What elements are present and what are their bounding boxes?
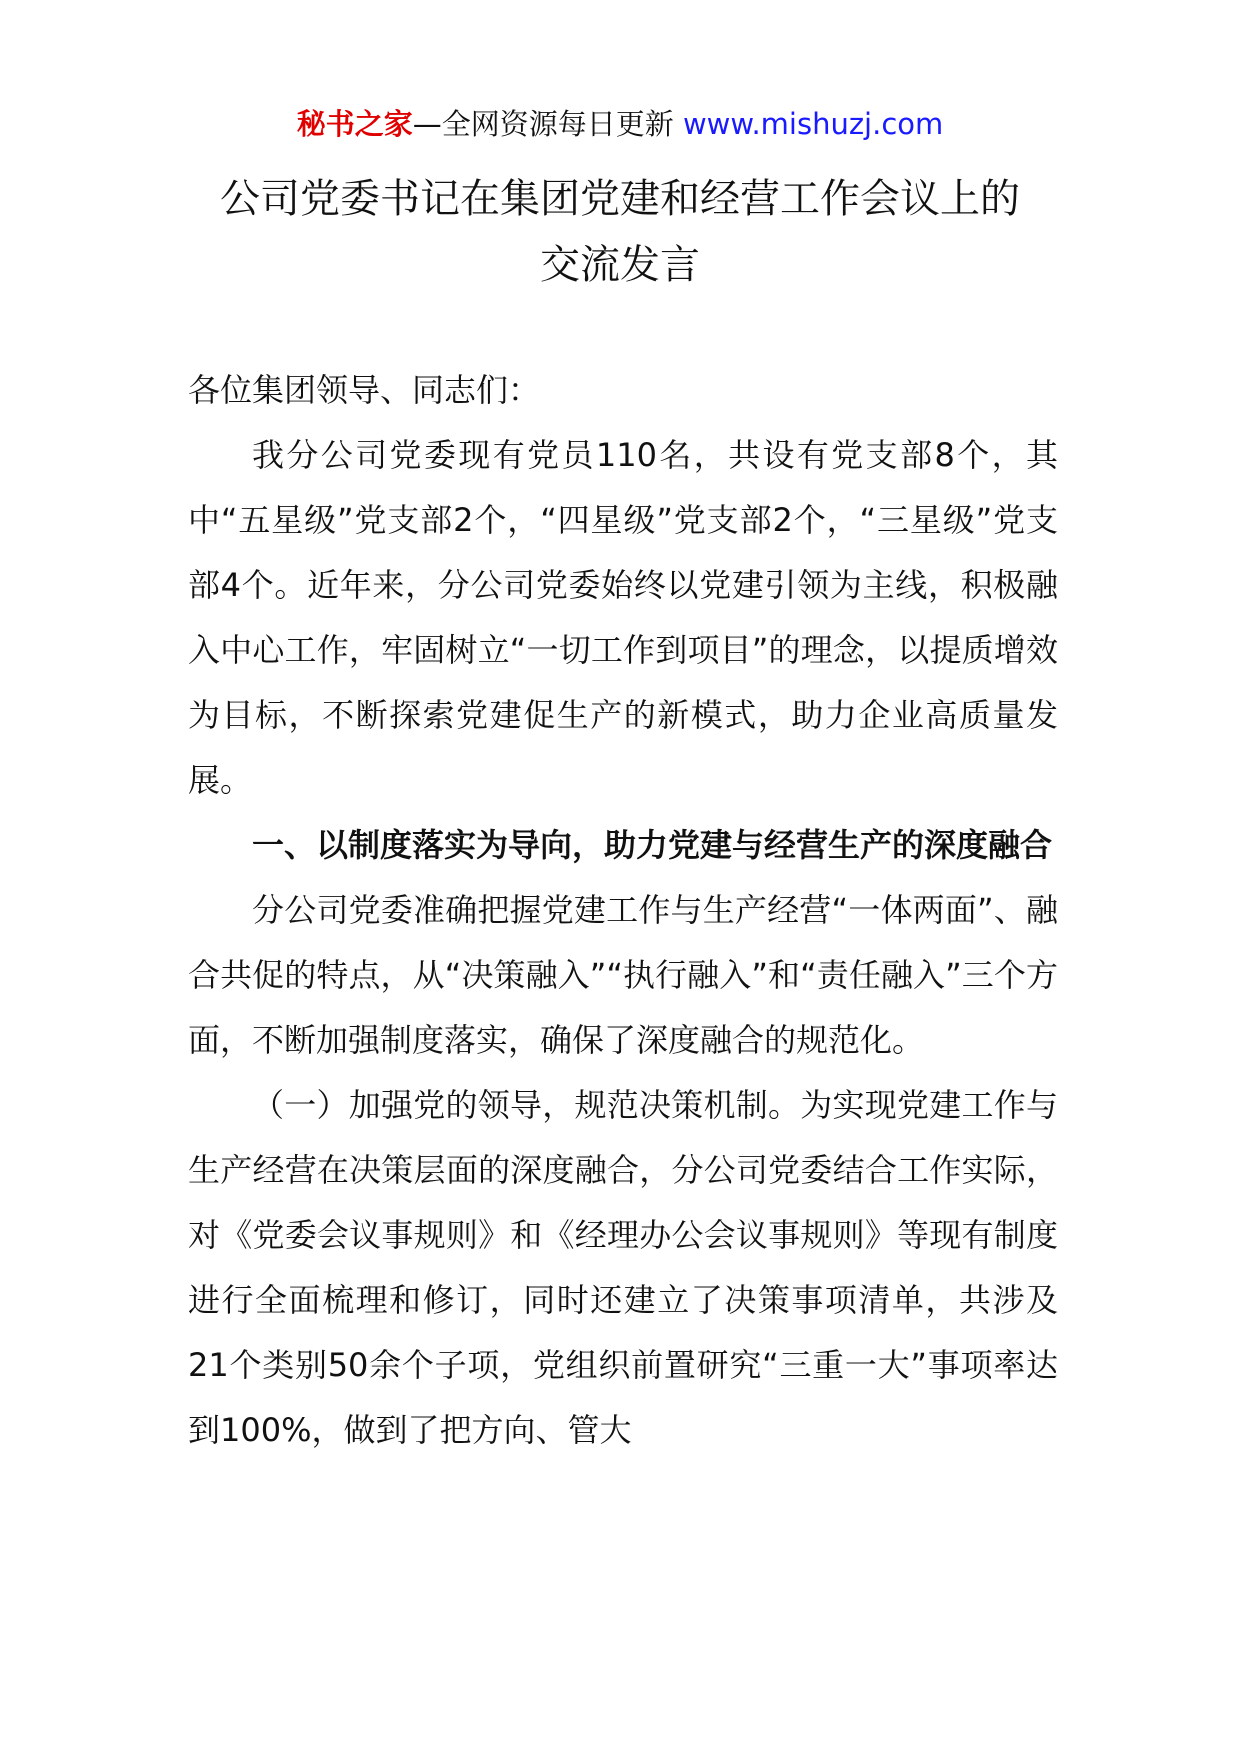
document-title-line-2: 交流发言 [540,242,700,288]
site-slogan: —全网资源每日更新 [412,107,674,141]
document-title [0,166,1240,298]
document-body [188,358,1058,1463]
site-url-link[interactable]: www.mishuzj.com [682,107,944,141]
paragraph-intro: 我分公司党委现有党员110名，共设有党支部8个，其中“五星级”党支部2个，“四星级”党支部2个，“三星级”党支部4个。近年来，分公司党委始终以党建引领为主线，积极融入中心工作，牢固树立“一切工作到项目”的理念，以提质增效为目标，不断探索党建促生产的新模式，助力企业高质量发展。 [188,436,1058,799]
paragraph-section-1: 分公司党委准确把握党建工作与生产经营“一体两面”、融合共促的特点，从“决策融入”“执行融入”和“责任融入”三个方面，不断加强制度落实，确保了深度融合的规范化。 [188,891,1058,1059]
salutation: 各位集团领导、同志们： [188,371,541,409]
paragraph-subsection-1: （一）加强党的领导，规范决策机制。为实现党建工作与生产经营在决策层面的深度融合，分公司党委结合工作实际，对《党委会议事规则》和《经理办公会议事规则》等现有制度进行全面梳理和修订，同时还建立了决策事项清单，共涉及21个类别50余个子项，党组织前置研究“三重一大”事项率达到100%，做到了把方向、管大 [188,1086,1058,1449]
site-header [0,104,1240,144]
site-brand: 秘书之家 [296,107,413,141]
document-title-line-1: 公司党委书记在集团党建和经营工作会议上的 [220,176,1020,222]
section-heading-1: 一、以制度落实为导向，助力党建与经营生产的深度融合 [252,826,1053,864]
